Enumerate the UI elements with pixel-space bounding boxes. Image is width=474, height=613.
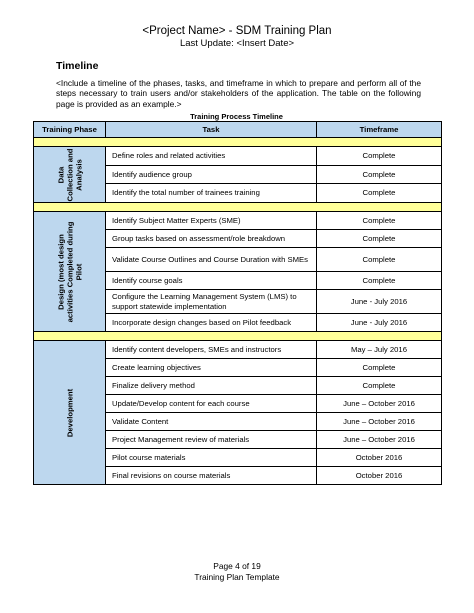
document-title: <Project Name> - SDM Training Plan	[142, 25, 332, 37]
timeframe-cell: Complete	[317, 147, 442, 166]
task-cell: Group tasks based on assessment/role breakdown	[106, 230, 317, 248]
phase-label: Development	[65, 388, 74, 437]
footer-document-name: Training Plan Template	[194, 572, 280, 582]
table-caption: Training Process Timeline	[190, 112, 283, 121]
table-header-row	[34, 122, 442, 138]
timeline-table	[33, 121, 442, 485]
phase-separator	[34, 332, 442, 341]
intro-paragraph: <Include a timeline of the phases, tasks, and timeframe in which to prepare and perform all of the steps necessary to train users and/or stakeholders of the application. The table on the following page is provided as an example.>	[56, 78, 421, 109]
task-cell: Update/Develop content for each course	[106, 395, 317, 413]
timeframe-cell: Complete	[317, 230, 442, 248]
task-cell: Identify Subject Matter Experts (SME)	[106, 212, 317, 230]
task-cell: Identify course goals	[106, 272, 317, 290]
phase-separator	[34, 138, 442, 147]
timeframe-cell: Complete	[317, 377, 442, 395]
timeframe-cell: Complete	[317, 248, 442, 272]
task-cell: Validate Content	[106, 413, 317, 431]
task-cell: Final revisions on course materials	[106, 467, 317, 485]
timeframe-cell: Complete	[317, 359, 442, 377]
timeframe-cell: Complete	[317, 272, 442, 290]
task-cell: Define roles and related activities	[106, 147, 317, 166]
task-cell: Validate Course Outlines and Course Duration with SMEs	[106, 248, 317, 272]
task-cell: Identify content developers, SMEs and instructors	[106, 341, 317, 359]
phase-label: Design (most design activities Completed during Pilot	[56, 221, 83, 322]
timeframe-cell: October 2016	[317, 449, 442, 467]
phase-cell-data-collection	[34, 147, 106, 203]
header-timeframe: Timeframe	[317, 122, 442, 138]
timeframe-cell: June - July 2016	[317, 290, 442, 314]
phase-cell-design	[34, 212, 106, 332]
task-cell: Pilot course materials	[106, 449, 317, 467]
phase-separator	[34, 203, 442, 212]
timeframe-cell: October 2016	[317, 467, 442, 485]
timeframe-cell: June – October 2016	[317, 431, 442, 449]
task-cell: Project Management review of materials	[106, 431, 317, 449]
table-row	[34, 147, 442, 166]
timeframe-cell: Complete	[317, 212, 442, 230]
timeframe-cell: May – July 2016	[317, 341, 442, 359]
page-footer	[0, 561, 474, 583]
table-row	[34, 212, 442, 230]
header-task: Task	[106, 122, 317, 138]
task-cell: Incorporate design changes based on Pilot feedback	[106, 314, 317, 332]
task-cell: Create learning objectives	[106, 359, 317, 377]
page-header	[0, 24, 474, 50]
task-cell: Configure the Learning Management System (LMS) to support statewide implementation	[106, 290, 317, 314]
timeframe-cell: Complete	[317, 165, 442, 184]
timeframe-cell: Complete	[317, 184, 442, 203]
section-title: Timeline	[56, 60, 99, 72]
phase-cell-development	[34, 341, 106, 485]
page-number: Page 4 of 19	[213, 561, 261, 571]
task-cell: Identify the total number of trainees training	[106, 184, 317, 203]
table-row	[34, 341, 442, 359]
task-cell: Finalize delivery method	[106, 377, 317, 395]
timeframe-cell: June – October 2016	[317, 413, 442, 431]
task-cell: Identify audience group	[106, 165, 317, 184]
header-training-phase: Training Phase	[34, 122, 106, 138]
last-update: Last Update: <Insert Date>	[179, 38, 295, 49]
timeframe-cell: June – October 2016	[317, 395, 442, 413]
phase-label: Data Collection and Analysis	[56, 148, 83, 201]
timeframe-cell: June - July 2016	[317, 314, 442, 332]
